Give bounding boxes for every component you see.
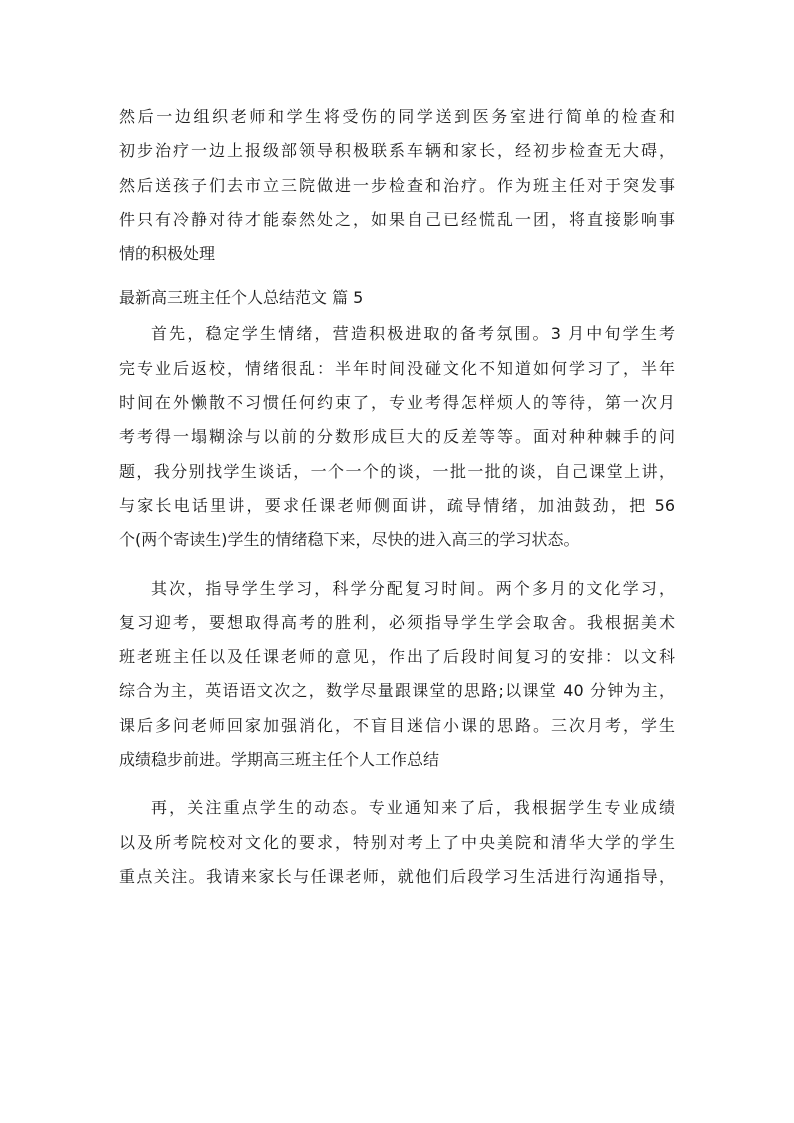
intro-paragraph — [119, 100, 675, 271]
text-line: 重点关注。我请来家长与任课老师，就他们后段学习生活进行沟通指导， — [119, 866, 675, 886]
paragraph-spacer — [119, 777, 675, 791]
text-line: 复习迎考，要想取得高考的胜利，必须指导学生学会取舍。我根据美术 — [119, 612, 675, 632]
text-line: 其次，指导学生学习，科学分配复习时间。两个多月的文化学习， — [151, 578, 675, 598]
text-line: 班老班主任以及任课老师的意见，作出了后段时间复习的安排：以文科 — [119, 647, 675, 667]
text-line: 件只有冷静对待才能泰然处之，如果自己已经慌乱一团，将直接影响事 — [119, 209, 675, 229]
text-line: 综合为主，英语语文次之，数学尽量跟课堂的思路;以课堂 40 分钟为主， — [119, 681, 675, 701]
paragraph-first — [119, 317, 675, 557]
text-line: 个(两个寄读生)学生的情绪稳下来，尽快的进入高三的学习状态。 — [119, 530, 580, 550]
section-heading: 最新高三班主任个人总结范文 篇 5 — [119, 288, 364, 308]
text-line: 再，关注重点学生的动态。专业通知来了后，我根据学生专业成绩 — [151, 798, 675, 818]
text-line: 情的积极处理 — [119, 244, 216, 264]
text-line: 初步治疗一边上报级部领导积极联系车辆和家长，经初步检查无大碍， — [119, 141, 675, 161]
document-body — [119, 100, 675, 894]
text-line: 以及所考院校对文化的要求，特别对考上了中央美院和清华大学的学生 — [119, 832, 675, 852]
paragraph-third — [119, 791, 675, 894]
text-line: 然后送孩子们去市立三院做进一步检查和治疗。作为班主任对于突发事 — [119, 175, 675, 195]
text-line: 完专业后返校，情绪很乱：半年时间没碰文化不知道如何学习了，半年 — [119, 358, 675, 378]
text-line: 成绩稳步前进。学期高三班主任个人工作总结 — [119, 750, 440, 770]
text-line: 时间在外懒散不习惯任何约束了，专业考得怎样烦人的等待，第一次月 — [119, 393, 675, 413]
text-line: 然后一边组织老师和学生将受伤的同学送到医务室进行简单的检查和 — [119, 107, 675, 126]
text-line: 课后多问老师回家加强消化，不盲目迷信小课的思路。三次月考，学生 — [119, 715, 675, 735]
text-line: 考考得一塌糊涂与以前的分数形成巨大的反差等等。面对种种棘手的问 — [119, 427, 675, 447]
text-line: 首先，稳定学生情绪，营造积极进取的备考氛围。3 月中旬学生考 — [151, 324, 675, 344]
paragraph-spacer — [119, 558, 675, 572]
text-line: 题，我分别找学生谈话，一个一个的谈，一批一批的谈，自己课堂上讲， — [119, 461, 675, 481]
paragraph-second — [119, 572, 675, 778]
text-line: 与家长电话里讲，要求任课老师侧面讲，疏导情绪，加油鼓劲，把 56 — [119, 495, 675, 515]
